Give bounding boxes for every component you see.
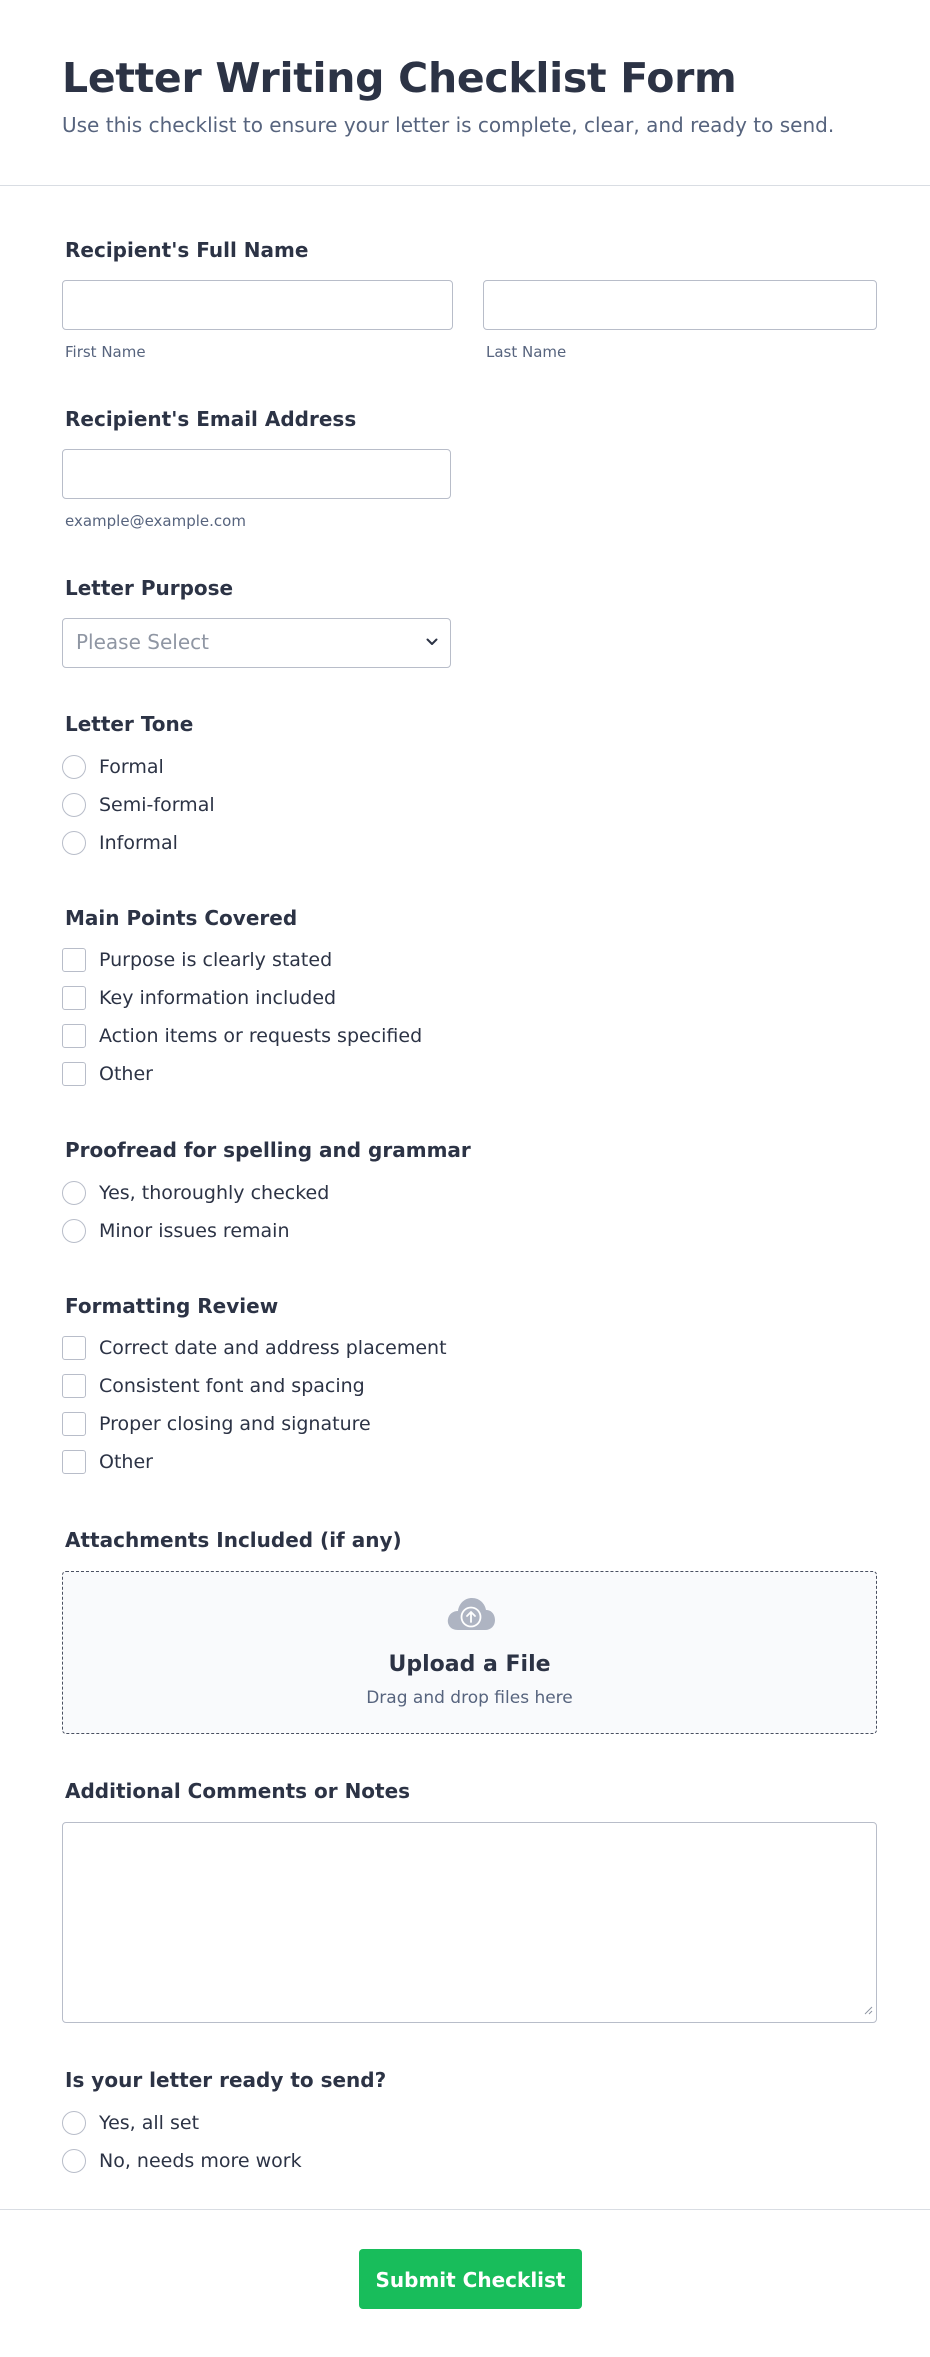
email-input[interactable] xyxy=(62,449,451,499)
chevron-down-icon xyxy=(424,634,440,654)
resize-handle-icon[interactable] xyxy=(863,2000,873,2019)
checkbox[interactable] xyxy=(62,986,86,1010)
purpose-select[interactable] xyxy=(62,618,451,668)
option-label: Semi-formal xyxy=(99,794,215,816)
radio-button[interactable] xyxy=(62,831,86,855)
upload-hint: Drag and drop files here xyxy=(366,1688,573,1708)
radio-button[interactable] xyxy=(62,2111,86,2135)
ready-label: Is your letter ready to send? xyxy=(65,2068,387,2092)
form-subtitle: Use this checklist to ensure your letter is complete, clear, and ready to send. xyxy=(62,113,835,137)
form-title: Letter Writing Checklist Form xyxy=(62,54,737,102)
option-label: Purpose is clearly stated xyxy=(99,949,333,971)
upload-title: Upload a File xyxy=(388,1652,551,1677)
option-label: Correct date and address placement xyxy=(99,1337,447,1359)
checkbox[interactable] xyxy=(62,948,86,972)
last-name-sublabel: Last Name xyxy=(486,343,567,361)
formatting-label: Formatting Review xyxy=(65,1294,279,1318)
form-footer xyxy=(0,2209,930,2357)
recipient-name-label: Recipient's Full Name xyxy=(65,238,309,262)
last-name-input[interactable] xyxy=(483,280,877,330)
option-label: Yes, all set xyxy=(99,2112,200,2134)
purpose-placeholder: Please Select xyxy=(76,630,209,654)
checkbox[interactable] xyxy=(62,1450,86,1474)
checkbox[interactable] xyxy=(62,1412,86,1436)
purpose-label: Letter Purpose xyxy=(65,576,234,600)
first-name-input[interactable] xyxy=(62,280,453,330)
form-header xyxy=(0,0,930,186)
checkbox[interactable] xyxy=(62,1062,86,1086)
option-label: Yes, thoroughly checked xyxy=(99,1182,330,1204)
option-label: Other xyxy=(99,1063,153,1085)
comments-textarea[interactable] xyxy=(62,1822,877,2023)
radio-button[interactable] xyxy=(62,793,86,817)
proofread-label: Proofread for spelling and grammar xyxy=(65,1138,471,1162)
radio-button[interactable] xyxy=(62,755,86,779)
email-sublabel: example@example.com xyxy=(65,512,246,530)
recipient-email-label: Recipient's Email Address xyxy=(65,407,357,431)
tone-label: Letter Tone xyxy=(65,712,194,736)
submit-button[interactable]: Submit Checklist xyxy=(359,2249,582,2309)
option-label: Other xyxy=(99,1451,153,1473)
radio-button[interactable] xyxy=(62,1181,86,1205)
attachments-label: Attachments Included (if any) xyxy=(65,1528,402,1552)
option-label: Minor issues remain xyxy=(99,1220,290,1242)
cloud-upload-icon xyxy=(446,1596,496,1636)
checkbox[interactable] xyxy=(62,1336,86,1360)
radio-button[interactable] xyxy=(62,1219,86,1243)
checkbox[interactable] xyxy=(62,1024,86,1048)
radio-button[interactable] xyxy=(62,2149,86,2173)
option-label: Consistent font and spacing xyxy=(99,1375,365,1397)
option-label: Proper closing and signature xyxy=(99,1413,371,1435)
option-label: Informal xyxy=(99,832,178,854)
option-label: Key information included xyxy=(99,987,337,1009)
first-name-sublabel: First Name xyxy=(65,343,146,361)
option-label: Formal xyxy=(99,756,164,778)
file-upload-dropzone[interactable] xyxy=(62,1571,877,1734)
option-label: No, needs more work xyxy=(99,2150,302,2172)
main-points-label: Main Points Covered xyxy=(65,906,298,930)
checkbox[interactable] xyxy=(62,1374,86,1398)
comments-label: Additional Comments or Notes xyxy=(65,1779,411,1803)
option-label: Action items or requests specified xyxy=(99,1025,423,1047)
